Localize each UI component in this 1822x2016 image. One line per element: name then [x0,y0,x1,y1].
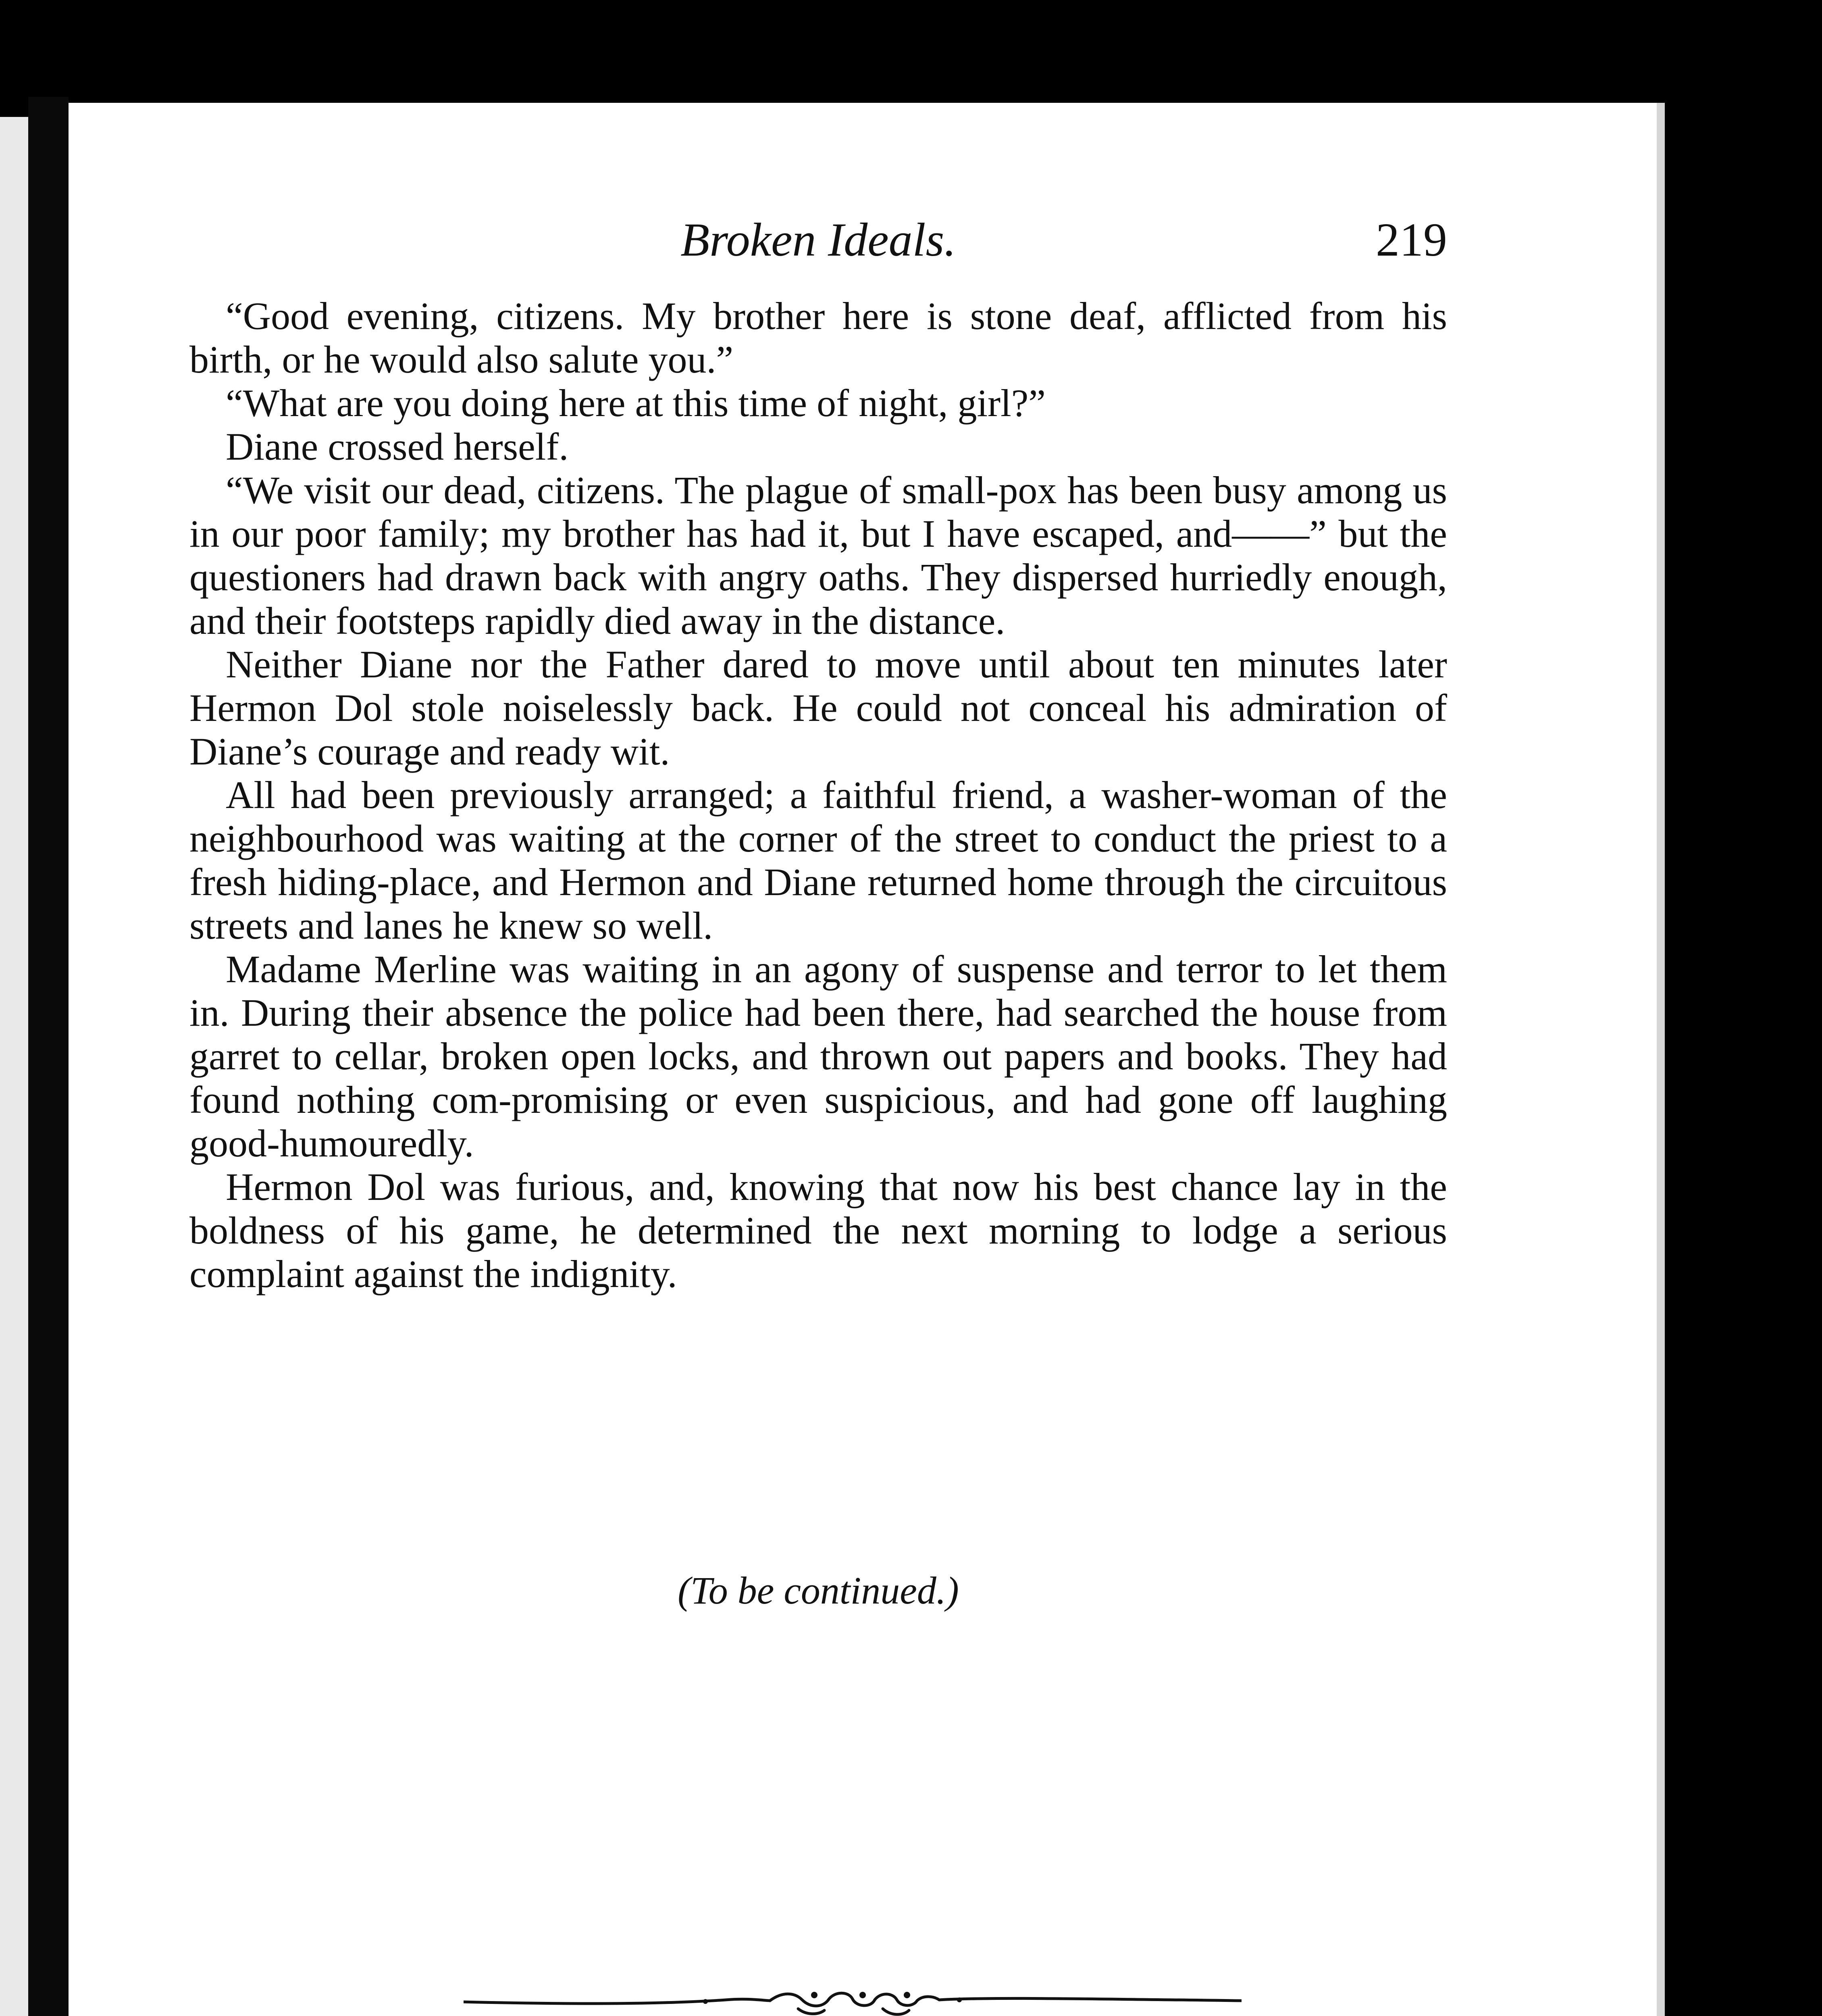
previous-page-edge [0,117,28,2016]
running-head [189,208,1447,272]
paragraph: “Good evening, citizens. My brother here is stone deaf, afflicted from his birth, or he would also salute you.” [189,294,1447,381]
to-be-continued: (To be continued.) [678,1569,959,1612]
running-title: Broken Ideals. [680,213,956,266]
paragraph: “What are you doing here at this time of night, girl?” [226,381,1046,425]
page-edge [1657,103,1665,2016]
paragraph: Hermon Dol was furious, and, knowing that now his best chance lay in the boldness of his game, he determined the next morning to lodge a serious complaint against the indignity. [189,1165,1447,1295]
paragraph: All had been previously arranged; a faithful friend, a washer-woman of the neighbourhood was waiting at the corner of the street to conduct the priest to a fresh hiding-place, and Hermon and Diane returned home through the circuitous streets and lanes he knew so well. [189,773,1447,947]
paragraph: “We visit our dead, citizens. The plague of small-pox has been busy among us in our poor family; my brother has had it, but I have escaped, and——” but the questioners had drawn back with angry oaths. They dispersed hurriedly enough, and their footsteps rapidly died away in the distance. [189,469,1447,642]
paragraph: Madame Merline was waiting in an agony of suspense and terror to let them in. During their absence the police had been there, had searched the house from garret to cellar, broken open locks, and thrown out papers and books. They had found nothing com-promising or even suspicious, and had gone off laughing good-humouredly. [189,948,1447,1165]
paragraph: Neither Diane nor the Father dared to move until about ten minutes later Hermon Dol stole noiselessly back. He could not conceal his admiration of Diane’s courage and ready wit. [189,643,1447,773]
story-text [189,294,1447,1296]
ornamental-rule-icon [464,1984,1242,2016]
paragraph: Diane crossed herself. [226,425,569,468]
book-gutter [28,97,69,2016]
page-number: 219 [1376,213,1447,266]
